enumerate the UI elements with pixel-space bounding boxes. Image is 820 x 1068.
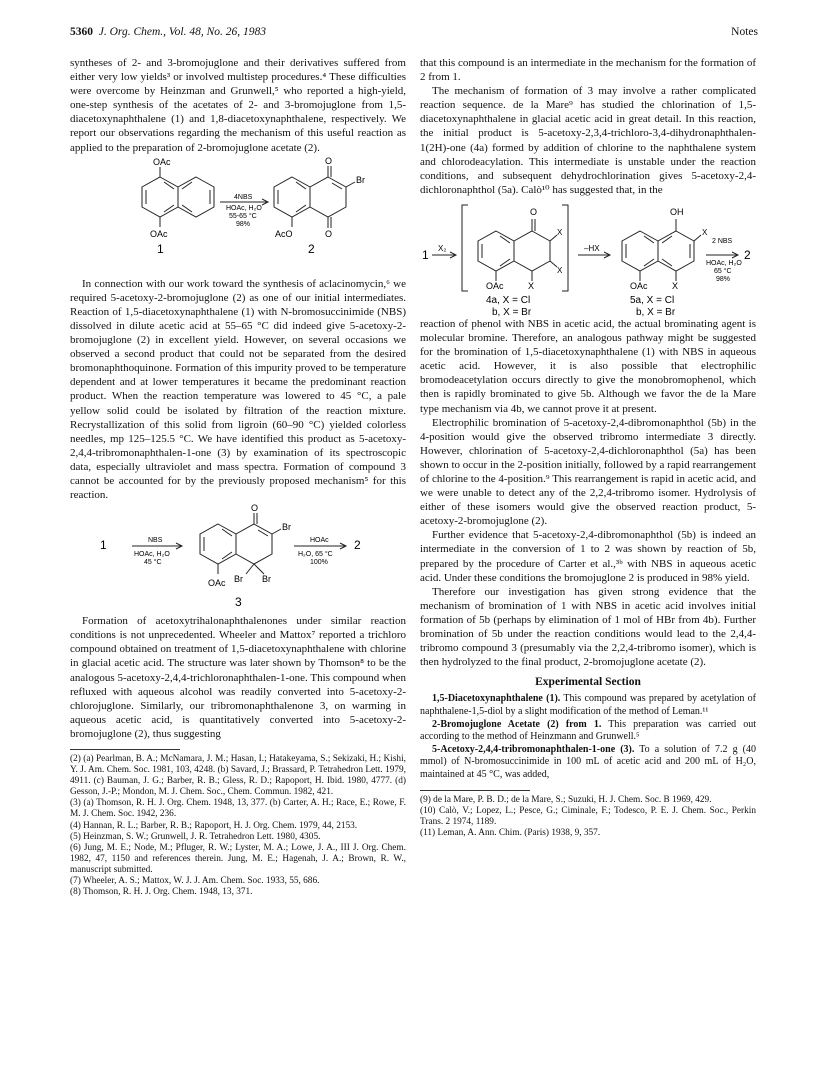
scheme3-reagent-2: HOAc, H₂O (706, 259, 742, 267)
compound-label-1: 1 (157, 241, 164, 256)
footnote-rule-left (70, 749, 180, 750)
scheme2-start: 1 (100, 538, 107, 553)
scheme3-reagent-1: 2 NBS (712, 237, 733, 245)
compound-label-3: 3 (235, 595, 242, 610)
scheme3-reagent-4: 98% (716, 275, 731, 283)
scheme-1 (70, 155, 406, 277)
journal-citation: J. Org. Chem., Vol. 48, No. 26, 1983 (98, 26, 267, 38)
left-paragraph-1: syntheses of 2- and 3-bromojuglone and their derivatives suffered from either very low yields³ or involved multistep procedures.⁴ These difficulties were overcome by Heinzman and Grunwell,⁵ who reported a high-yield, one-step synthesis of the acetates of 2- and 3-bromojuglone from 1,5-diacetoxynaphthalene (1) and 1,8-diacetoxynaphthalene, respectively. We report our observations regarding the mechanism of this useful reaction as applied to the preparation of 2-bromojuglone acetate (2). (70, 57, 406, 154)
left-paragraph-2: In connection with our work toward the synthesis of aclacinomycin,⁶ we required 5-acetoxy-2-bromojuglone (2) as one of our initial intermediates. Reaction of 1,5-diacetoxynaphthalene (1) with N-bromosuccinimide (NBS) dissolved in dilute acetic acid at 55–65 °C did indeed give 5-acetoxy-2-bromojuglone (2) in excellent yield. However, on several occasions we observed a second product that could not be separated from the desired bromonaphthoquinone. Formation of this impurity proved to be temperature dependent and at lower temperatures it became the predominant reaction product. When the reaction temperature was lowered to 45 °C, a pale yellow solid could be isolated by filtration of the reaction mixture. Recrystallization of this solid from ligroin (60–90 °C) yielded colorless needles, mp 125–125.5 °C. We have identified this product as 5-acetoxy-2,4,4-tribromonaphthalen-1-one (3) by examination of its spectroscopic data, especially ultraviolet and mass spectra. Formation of compound 3 cannot be accounted for by the previously proposed mechanism⁵ for this reaction. (70, 277, 406, 502)
scheme2-reagent-3: 45 °C (144, 559, 162, 567)
scheme3-o: O (530, 206, 538, 217)
experimental-entry-2-heading: 2-Bromojuglone Acetate (2) from 1. (432, 718, 602, 730)
scheme2-reagent-4: HOAc (310, 537, 329, 545)
scheme-1-drawing (70, 155, 406, 277)
scheme1-reagent-2: HOAc, H₂O (226, 204, 262, 212)
reference-3: (3) (a) Thomson, R. H. J. Org. Chem. 1948, 13, 377. (b) Carter, A. H.; Race, E.; Rowe, F. M. J. Chem. Soc. 1942, 236. (70, 798, 406, 820)
scheme1-product-br: Br (356, 174, 365, 185)
scheme3-oac-2: OAc (630, 280, 648, 291)
references-left (70, 754, 406, 898)
reference-5: (5) Heinzman, S. W.; Grunwell, J. R. Tetrahedron Lett. 1980, 4305. (70, 831, 321, 842)
scheme3-x-c: X (528, 280, 535, 291)
right-paragraph-1: that this compound is an intermediate in the mechanism for the formation of 2 from 1. (420, 57, 756, 84)
right-column (420, 56, 756, 839)
left-paragraph-3: Formation of acetoxytrihalonaphthalenones under similar reaction conditions is not unprecedented. Wheeler and Mattox⁷ reported a trichloro compound obtained on treatment of 1,5-diacetoxynaphthalene with chlorine in glacial acetic acid. The structure was later shown by Thomson⁸ to be the analogous 5-acetoxy-2,4,4-trichloronaphthalen-1-one. This compound when refluxed with aqueous alcohol was readily converted into 5-acetoxy-2-chlorojuglone. Similarly, our tribromonaphthalenone 3, on warming in aqueous acetic acid, is quantitatively converted into 5-acetoxy-2-bromojuglone (2), thus suggesting (70, 615, 406, 740)
scheme3-x2: X₂ (438, 243, 447, 253)
experimental-section-title: Experimental Section (535, 676, 641, 689)
left-column (70, 56, 406, 898)
scheme2-reagent-2: HOAc, H₂O (134, 551, 170, 559)
page-number: 5360 (70, 26, 93, 38)
reference-10: (10) Calò, V.; Lopez, L.; Pesce, G.; Ciminale, F.; Todesco, P. E. J. Chem. Soc., Perkin Trans. 2 1974, 1189. (420, 805, 756, 827)
right-paragraph-4: Electrophilic bromination of 5-acetoxy-2,4-dibromonaphthol (5b) in the 4-position would give the observed tribromo intermediate 3 directly. However, chlorination of 5-acetoxy-2,4-dichloronaphthol (5a) has been shown to occur in the 2-position initially, followed by a rapid rearrangement of chlorine to the 4-position.⁹ This rearrangement is rapid in acetic acid, and we were unable to detect any of the 2,2,4-tribromo isomer. Hydrolysis of either of these isomers would give the observed reaction product, 5-acetoxy-2-bromojuglone (2). (420, 416, 756, 528)
experimental-entry-2 (420, 719, 756, 744)
references-right (420, 795, 756, 839)
page-header (70, 26, 758, 42)
scheme1-reagent-1: 4NBS (234, 193, 253, 201)
reference-6: (6) Jung, M. E.; Node, M.; Pfluger, R. W.; Lyster, M. A.; Lowe, J. A., III J. Org. Chem. 1982, 47, 1150 and references therein. Jung, M. E.; Hagenah, J. A.; Brown, R. W., manuscript submitted. (70, 842, 406, 875)
reference-11: (11) Leman, A. Ann. Chim. (Paris) 1938, 9, 357. (420, 827, 601, 838)
footnote-rule-right (420, 790, 530, 791)
scheme1-bottom-oac: OAc (150, 228, 168, 239)
label-4a: 4a, X = Cl (486, 294, 531, 306)
scheme2-reagent-5: H₂O, 65 °C (298, 551, 333, 559)
experimental-entry-3-text: To a solution of 7.2 g (40 mmol) of N-bromosuccinimide in 100 mL of acetic acid and 200 mL of H₂O, maintained at 45 °C, was added, (420, 743, 756, 780)
label-5b: b, X = Br (636, 306, 676, 317)
scheme3-x-e: X (672, 280, 679, 291)
scheme1-product-aco: AcO (275, 228, 293, 239)
scheme3-end: 2 (744, 247, 751, 262)
scheme2-end: 2 (354, 538, 361, 553)
scheme3-oh: OH (670, 206, 684, 217)
experimental-entry-2-text: This preparation was carried out according to the method of Heinzmann and Grunwell.⁵ (420, 718, 757, 743)
scheme3-x-d: X (702, 227, 708, 237)
scheme1-top-oac: OAc (153, 156, 171, 167)
scheme2-oac: OAc (208, 578, 226, 589)
scheme3-x-b: X (557, 265, 563, 275)
scheme2-br-3: Br (262, 574, 271, 585)
experimental-entry-3-heading: 5-Acetoxy-2,4,4-tribromonaphthalen-1-one (3). (432, 743, 635, 755)
scheme2-br-1: Br (282, 522, 291, 533)
scheme-2-drawing (70, 502, 406, 614)
reference-2: (2) (a) Pearlman, B. A.; McNamara, J. M.; Hasan, I.; Hatakeyama, S.; Sekizaki, H.; Kishi, Y. J. Am. Chem. Soc. 1981, 103, 4248. (b) Savard, J.; Brassard, P. Tetrahedron Lett. 1979, 4911. (c) Bauman, J. G.; Barber, R. B.; Gless, R. D.; Rapoport, H. Ibid. 1980, 4777. (d) Gesson, J.-P.; Mondon, M. J. Chem. Soc., Chem. Commun. 1982, 421. (70, 754, 406, 798)
right-paragraph-5: Further evidence that 5-acetoxy-2,4-dibromonaphthol (5b) is indeed an intermediate in the conversion of 1 to 2 was shown by reaction of 5b, prepared by the procedure of Carter et al.,³ᵇ with NBS in aqueous acetic acid. Under these conditions the bromojuglone 2 is produced in 98% yield. (420, 529, 756, 584)
scheme3-start: 1 (422, 247, 429, 262)
scheme-3 (420, 197, 756, 317)
right-paragraph-2: The mechanism of formation of 3 may involve a rather complicated reaction sequence. de la Mare⁹ has studied the chlorination of 1,5-diacetoxynaphthalene in glacial acetic acid in great detail. In this reaction, the initial product is 5-acetoxy-2,3,4-trichloro-3,4-dihydronaphthalen-1(2H)-one (4a) formed by addition of chlorine to the naphthalene system and chlorodeacylation. This intermediate is unstable under the reaction conditions, and subsequent dehydrochlorination gives 5-acetoxy-2,4-dichloronaphthol (5a). Calò¹⁰ has suggested that, in the (420, 85, 756, 196)
scheme1-reagent-4: 98% (236, 220, 251, 228)
scheme-3-drawing (420, 197, 756, 317)
right-paragraph-6: Therefore our investigation has given strong evidence that the mechanism of bromination of 1 with NBS in acetic acid involves initial formation of 5b (perhaps by elimination of 1 mol of HBr from 4b). Further bromination of 5b under the reaction conditions would lead to the 2,4,4-tribromo compound 3 (presumably via the 2,2,4-tribromo isomer), which is then hydrolyzed to the final product, 2-bromojuglone acetate (2). (420, 585, 756, 669)
scheme3-reagent-3: 65 °C (714, 267, 732, 275)
scheme1-reagent-3: 55-65 °C (229, 212, 257, 220)
label-4b: b, X = Br (492, 306, 532, 317)
experimental-entry-1 (420, 693, 756, 718)
experimental-entry-1-text: This compound was prepared by acetylation of naphthalene-1,5-diol by a slight modification of the method of Leman.¹¹ (420, 693, 756, 717)
scheme2-br-2: Br (234, 574, 243, 585)
scheme2-o: O (251, 503, 259, 514)
experimental-entry-1-heading: 1,5-Diacetoxynaphthalene (1). (432, 693, 561, 705)
experimental-section (420, 693, 756, 781)
reference-8: (8) Thomson, R. H. J. Org. Chem. 1948, 13, 371. (70, 887, 253, 898)
compound-label-2: 2 (308, 241, 315, 256)
label-5a: 5a, X = Cl (630, 294, 675, 306)
scheme-2 (70, 502, 406, 614)
scheme2-reagent-6: 100% (310, 559, 328, 567)
reference-7: (7) Wheeler, A. S.; Mattox, W. J. J. Am. Chem. Soc. 1933, 55, 686. (70, 876, 320, 887)
right-paragraph-3: reaction of phenol with NBS in acetic acid, the actual brominating agent is molecular bromine. Therefore, an analogous pathway might be suggested for the bromination of 1,5-diacetoxynaphthalene (1) with NBS in aqueous acetic acid. However, it is also possible that electrophilic bromodeacetylation occurs directly to give the monobromophenol, which then is rapidly brominated to give 5b. Although we favor the de la Mare type mechanism via 4b, we cannot prove it at present. (420, 317, 756, 415)
reference-4: (4) Hannan, R. L.; Barber, R. B.; Rapoport, H. J. Org. Chem. 1979, 44, 2153. (70, 820, 358, 831)
scheme1-product-o-bottom: O (325, 228, 333, 239)
experimental-entry-3 (420, 744, 756, 782)
header-left (70, 26, 266, 38)
scheme2-reagent-1: NBS (148, 537, 163, 545)
scheme3-minus-hx: –HX (584, 243, 600, 253)
section-label: Notes (731, 26, 758, 38)
reference-9: (9) de la Mare, P. B. D.; de la Mare, S.; Suzuki, H. J. Chem. Soc. B 1969, 429. (420, 794, 712, 805)
scheme3-x-a: X (557, 227, 563, 237)
scheme1-product-o-top: O (325, 155, 333, 166)
scheme3-oac: OAc (486, 280, 504, 291)
